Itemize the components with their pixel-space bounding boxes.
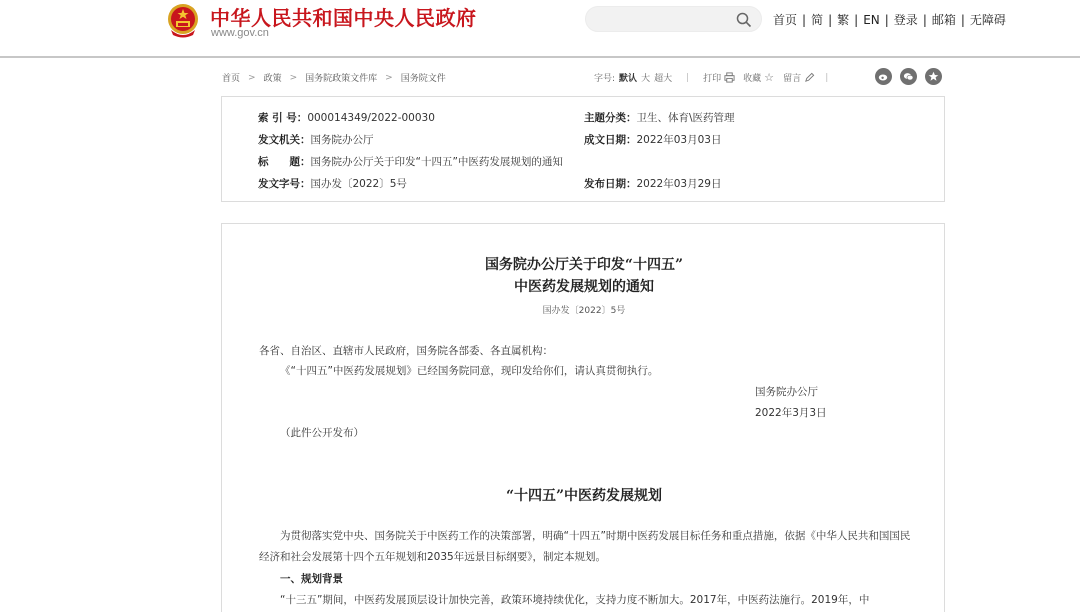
- favorite-button[interactable]: 收藏: [743, 74, 762, 84]
- font-size-label: 字号:: [594, 74, 616, 84]
- nav-simplified-link[interactable]: 简: [811, 13, 824, 27]
- breadcrumb-state-council-docs[interactable]: 国务院文件: [400, 74, 446, 84]
- nav-login-link[interactable]: 登录: [893, 13, 918, 27]
- breadcrumb-home[interactable]: 首页: [222, 74, 241, 84]
- site-url: www.gov.cn: [211, 27, 269, 39]
- info-date-published-label: 发布日期：: [584, 178, 637, 190]
- article-tools: [594, 71, 842, 84]
- font-default-button[interactable]: 默认: [619, 74, 638, 84]
- star-icon[interactable]: ☆: [764, 71, 775, 84]
- printer-icon[interactable]: [724, 72, 735, 83]
- chevron-right-icon: >: [385, 72, 393, 83]
- divider: |: [825, 72, 829, 83]
- section-heading: 一、规划背景: [280, 573, 343, 585]
- article-title-line-1: 国务院办公厅关于印发“十四五”: [484, 257, 684, 273]
- top-nav: 首页 | 简 | 繁 | EN | 登录 | 邮箱 | 无障碍: [773, 12, 1006, 27]
- article-signature: 国务院办公厅: [755, 386, 818, 398]
- article-salutation: 各省、自治区、直辖市人民政府，国务院各部委、各直属机构：: [259, 345, 553, 357]
- info-docno: [258, 176, 407, 191]
- pencil-icon[interactable]: [804, 72, 815, 83]
- info-title-value: 国务院办公厅关于印发“十四五”中医药发展规划的通知: [310, 156, 563, 168]
- divider: |: [686, 72, 690, 83]
- info-date-written-value: 2022年03月03日: [636, 134, 722, 146]
- share-bar: [875, 68, 950, 85]
- info-issuer-value: 国务院办公厅: [310, 134, 374, 146]
- breadcrumb-policy-library[interactable]: 国务院政策文件库: [305, 74, 378, 84]
- info-title: [258, 154, 563, 169]
- breadcrumb: [222, 71, 446, 84]
- plan-intro-paragraph: 为贯彻落实党中央、国务院关于中医药工作的决策部署，明确“十四五”时期中医药发展目标任务和重点措施，依据《中华人民共和国国民经济和社会发展第十四个五年规划和2035年远景目标纲要》，制定本规划。: [259, 530, 911, 563]
- info-issuer: [258, 132, 374, 147]
- article-body: [221, 223, 945, 612]
- weibo-share-icon[interactable]: [875, 68, 892, 85]
- info-topic-label: 主题分类：: [584, 112, 637, 124]
- section-paragraph: “十三五”期间，中医药发展顶层设计加快完善，政策环境持续优化，支持力度不断加大。2017年，中医药法施行。2019年，中: [280, 594, 870, 606]
- chevron-right-icon: >: [289, 72, 298, 83]
- info-index: [258, 110, 435, 125]
- plan-title: “十四五”中医药发展规划: [505, 488, 663, 504]
- info-date-published: [584, 176, 721, 191]
- qzone-share-icon[interactable]: [925, 68, 942, 85]
- article-title-line-2: 中医药发展规划的通知: [514, 279, 654, 295]
- info-date-written: [584, 132, 721, 147]
- chevron-right-icon: >: [248, 72, 256, 83]
- wechat-share-icon[interactable]: [900, 68, 917, 85]
- search-input[interactable]: [598, 11, 733, 27]
- info-title-label: 标 题：: [258, 156, 311, 168]
- article-body-line: 《“十四五”中医药发展规划》已经国务院同意，现印发给你们，请认真贯彻执行。: [280, 365, 659, 377]
- font-xlarge-button[interactable]: 超大: [654, 74, 673, 84]
- national-emblem-icon[interactable]: [165, 2, 201, 40]
- info-docno-label: 发文字号：: [258, 178, 311, 190]
- font-large-button[interactable]: 大: [641, 74, 651, 84]
- comment-button[interactable]: 留言: [783, 74, 802, 84]
- search-box: [585, 6, 762, 32]
- nav-home-link[interactable]: 首页: [773, 13, 798, 27]
- site-header: [0, 0, 1080, 58]
- info-docno-value: 国办发〔2022〕5号: [310, 178, 407, 190]
- print-button[interactable]: 打印: [703, 74, 722, 84]
- document-info-box: [221, 96, 945, 202]
- nav-mail-link[interactable]: 邮箱: [931, 13, 956, 27]
- nav-accessibility-link[interactable]: 无障碍: [969, 13, 1006, 27]
- nav-traditional-link[interactable]: 繁: [837, 13, 850, 27]
- breadcrumb-policy[interactable]: 政策: [263, 74, 282, 84]
- info-date-published-value: 2022年03月29日: [636, 178, 722, 190]
- info-index-label: 索 引 号：: [258, 112, 308, 124]
- info-index-value: 000014349/2022-00030: [307, 112, 435, 124]
- info-topic: [584, 110, 735, 125]
- search-icon[interactable]: [736, 12, 752, 28]
- info-issuer-label: 发文机关：: [258, 134, 311, 146]
- article-public-note: （此件公开发布）: [280, 427, 364, 439]
- article-doc-number: 国办发〔2022〕5号: [542, 306, 626, 316]
- info-date-written-label: 成文日期：: [584, 134, 637, 146]
- site-title[interactable]: 中华人民共和国中央人民政府: [210, 6, 477, 30]
- article-sign-date: 2022年3月3日: [755, 407, 827, 419]
- info-topic-value: 卫生、体育\医药管理: [636, 112, 735, 124]
- nav-english-link[interactable]: EN: [863, 12, 880, 27]
